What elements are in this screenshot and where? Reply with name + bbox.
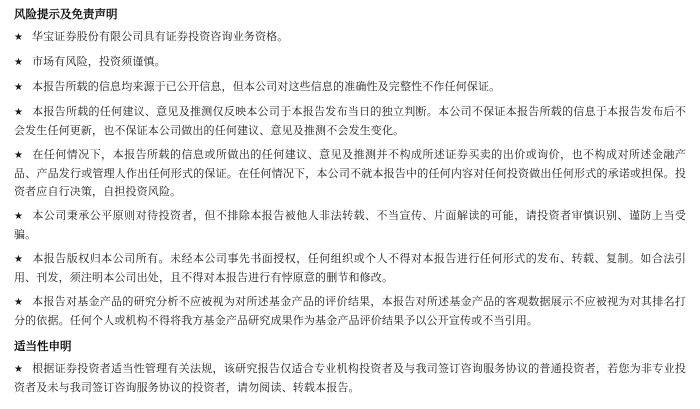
star-icon: ★ [14,107,24,118]
disclaimer-item [14,146,686,201]
disclaimer-item-text: 华宝证券股份有限公司具有证券投资咨询业务资格。 [32,30,289,43]
disclaimer-item-text: 本报告版权归本公司所有。未经本公司事先书面授权，任何组织或个人不得对本报告进行任何形式的发布、转载、复制。如合法引用、刊发，须注明本公司出处，且不得对本报告进行有悖原意的删节和修改。 [14,252,686,284]
disclaimer-item [14,103,686,140]
disclaimer-item [14,207,686,244]
star-icon: ★ [14,254,24,265]
star-icon: ★ [14,57,24,68]
disclaimer-item [14,78,686,97]
disclaimer-item-text: 在任何情况下，本报告所载的信息或所做出的任何建议、意见及推测并不构成所述证券买卖的出价或询价，也不构成对所述金融产品、产品发行或管理人作出任何形式的保证。在任何情况下，本公司不就本报告中的任何内容对任何投资做出任何形式的承诺或担保。投资者应自行决策，自担投资风险。 [14,148,686,198]
disclaimer-item [14,28,686,47]
disclaimer-item-text: 本报告所载的信息均来源于已公开信息，但本公司对这些信息的准确性及完整性不作任何保证。 [32,80,501,93]
star-icon: ★ [14,32,24,43]
disclaimer-item-text: 本公司秉承公平原则对待投资者，但不排除本报告被他人非法转载、不当宣传、片面解读的可能，请投资者审慎识别、谨防上当受骗。 [14,209,686,241]
disclaimer-item [14,53,686,72]
star-icon: ★ [14,211,24,222]
disclaimer-item [14,293,686,330]
disclaimer-item-text: 本报告对基金产品的研究分析不应被视为对所述基金产品的评价结果，本报告对所述基金产品的客观数据展示不应被视为对其排名打分的依据。任何个人或机构不得将我方基金产品研究成果作为基金产品评价结果予以公开宣传或不当引用。 [14,295,686,327]
star-icon: ★ [14,82,24,93]
suitability-item [14,360,686,397]
risk-disclaimer-title: 风险提示及免责声明 [14,7,118,21]
suitability-title: 适当性申明 [14,339,72,353]
suitability-item-text: 根据证券投资者适当性管理有关法规，该研究报告仅适合专业机构投资者及与我司签订咨询服务协议的普通投资者，若您为非专业投资者及未与我司签订咨询服务协议的投资者，请勿阅读、转载本报告。 [14,362,686,394]
star-icon: ★ [14,150,24,161]
disclaimer-item-text: 本报告所载的任何建议、意见及推测仅反映本公司于本报告发布当日的独立判断。本公司不保证本报告所载的信息于本报告发布后不会发生任何更新，也不保证本公司做出的任何建议、意见及推测不会发生变化。 [14,105,686,137]
star-icon: ★ [14,297,24,308]
star-icon: ★ [14,364,24,375]
disclaimer-item [14,250,686,287]
disclaimer-item-text: 市场有风险，投资须谨慎。 [32,55,166,68]
